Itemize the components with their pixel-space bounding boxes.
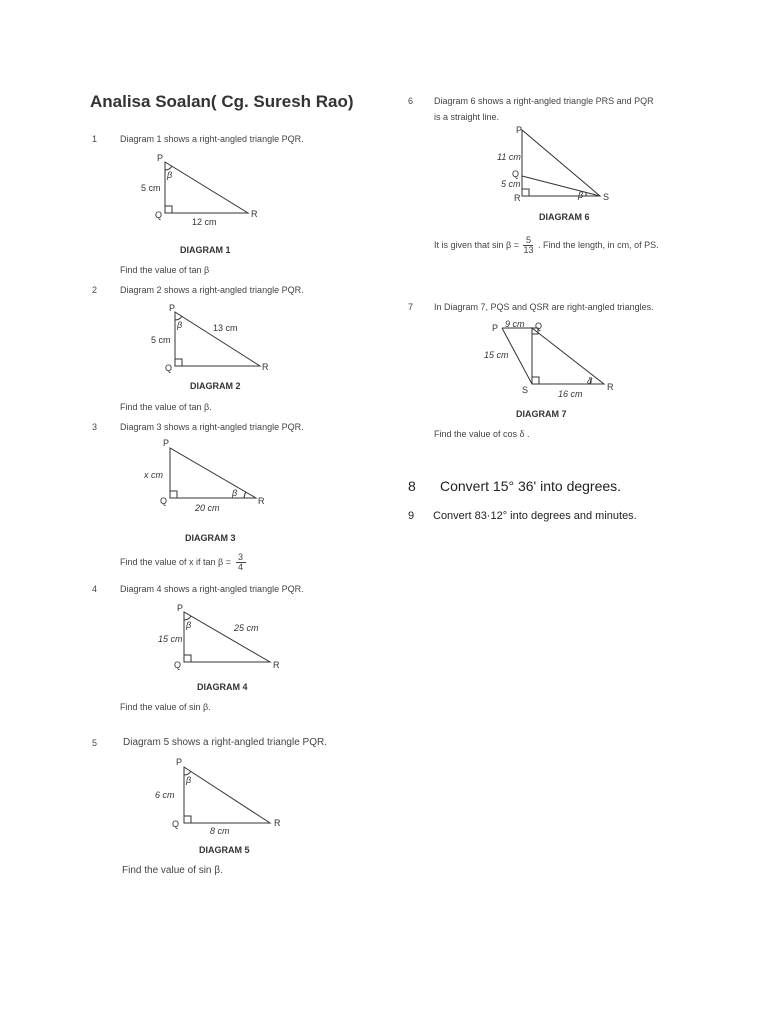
question-instruction: Find the value of tan β — [120, 265, 210, 275]
base-label: 8 cm — [210, 826, 230, 836]
vertex-p: P — [516, 125, 523, 135]
vertex-r: R — [274, 818, 281, 828]
diagram-3 — [140, 438, 290, 518]
diagram-caption: DIAGRAM 2 — [190, 381, 241, 391]
diagram-7 — [480, 316, 630, 401]
vertex-r: R — [251, 209, 258, 219]
diagram-caption: DIAGRAM 4 — [197, 682, 248, 692]
side-label: 5 cm — [141, 183, 161, 193]
vertex-p: P — [163, 438, 170, 448]
question-number: 1 — [92, 134, 98, 144]
side-label: x cm — [144, 470, 163, 480]
vertex-q: Q — [165, 363, 173, 373]
sr-label: 16 cm — [558, 389, 583, 399]
question-instruction — [434, 236, 659, 255]
diagram-6 — [490, 124, 620, 209]
hyp-label: 25 cm — [234, 623, 259, 633]
diagram-caption: DIAGRAM 7 — [516, 409, 567, 419]
diagram-4 — [150, 600, 300, 680]
diagram-1 — [130, 150, 280, 230]
vertex-r: R — [258, 496, 265, 506]
question-text: Diagram 5 shows a right-angled triangle PQR. — [123, 737, 327, 748]
angle-label: β — [186, 775, 192, 785]
side-label: 6 cm — [155, 790, 175, 800]
question-number: 2 — [92, 285, 98, 295]
question-instruction — [120, 553, 248, 572]
find-prefix: It is given that sin β = — [434, 239, 519, 250]
angle-label: δ — [587, 376, 593, 386]
vertex-r: R — [273, 660, 280, 670]
vertex-q: Q — [535, 321, 543, 331]
find-prefix: Find the value of x if tan β = — [120, 556, 231, 567]
question-text: Diagram 3 shows a right-angled triangle PQR. — [120, 422, 304, 432]
side-label: 5 cm — [151, 335, 171, 345]
vertex-p: P — [157, 153, 164, 163]
vertex-p: P — [176, 757, 183, 767]
vertex-q: Q — [155, 210, 163, 220]
diagram-caption: DIAGRAM 1 — [180, 245, 231, 255]
question-text: Diagram 6 shows a right-angled triangle PRS and PQR — [434, 96, 654, 106]
vertex-q: Q — [174, 660, 182, 670]
frac-den: 4 — [238, 562, 244, 572]
diagram-2 — [140, 300, 290, 380]
side-label: 15 cm — [158, 634, 183, 644]
question-text: Convert 15° 36' into degrees. — [440, 478, 622, 494]
page-title: Analisa Soalan( Cg. Suresh Rao) — [90, 92, 354, 111]
question-number: 7 — [408, 302, 414, 312]
fraction — [236, 553, 246, 572]
question-number: 3 — [92, 422, 98, 432]
vertex-r: R — [514, 193, 521, 203]
vertex-q: Q — [512, 169, 520, 179]
question-text: In Diagram 7, PQS and QSR are right-angled triangles. — [434, 302, 654, 312]
angle-label: β — [186, 620, 192, 630]
vertex-r: R — [262, 362, 269, 372]
pq-label: 11 cm — [497, 152, 521, 162]
diagram-5 — [150, 755, 300, 835]
angle-label: β — [232, 488, 238, 498]
question-number: 8 — [408, 478, 416, 494]
qr-label: 5 cm — [501, 179, 521, 189]
pq-label: 9 cm — [505, 319, 525, 329]
question-number: 4 — [92, 584, 98, 594]
diagram-caption: DIAGRAM 6 — [539, 212, 590, 222]
vertex-r: R — [607, 382, 614, 392]
vertex-p: P — [177, 603, 184, 613]
question-text: Convert 83·12° into degrees and minutes. — [433, 510, 637, 522]
question-number: 6 — [408, 96, 414, 106]
base-label: 12 cm — [192, 217, 217, 227]
angle-label: β — [177, 320, 183, 330]
frac-num: 5 — [525, 235, 531, 245]
vertex-s: S — [522, 385, 529, 395]
fraction — [523, 236, 533, 255]
frac-num: 3 — [238, 552, 244, 562]
question-number: 5 — [92, 738, 98, 748]
vertex-p: P — [169, 303, 176, 313]
vertex-s: S — [603, 192, 610, 202]
question-text-cont: is a straight line. — [434, 112, 500, 122]
hyp-label: 13 cm — [213, 323, 238, 333]
angle-label: β — [167, 170, 173, 180]
diagram-caption: DIAGRAM 3 — [185, 533, 236, 543]
question-text: Diagram 1 shows a right-angled triangle PQR. — [120, 134, 304, 144]
base-label: 20 cm — [195, 503, 220, 513]
question-instruction: Find the value of sin β. — [122, 865, 223, 876]
question-instruction: Find the value of cos δ . — [434, 429, 530, 439]
ps-label: 15 cm — [484, 350, 509, 360]
question-text: Diagram 2 shows a right-angled triangle PQR. — [120, 285, 304, 295]
angle-label: β — [578, 190, 584, 200]
question-text: Diagram 4 shows a right-angled triangle PQR. — [120, 584, 304, 594]
question-instruction: Find the value of sin β. — [120, 702, 211, 712]
diagram-caption: DIAGRAM 5 — [199, 845, 250, 855]
question-number: 9 — [408, 510, 415, 522]
vertex-q: Q — [160, 496, 168, 506]
vertex-p: P — [492, 323, 499, 333]
frac-den: 13 — [523, 245, 534, 255]
find-suffix: . Find the length, in cm, of PS. — [538, 239, 659, 250]
vertex-q: Q — [172, 819, 180, 829]
question-instruction: Find the value of tan β. — [120, 402, 212, 412]
